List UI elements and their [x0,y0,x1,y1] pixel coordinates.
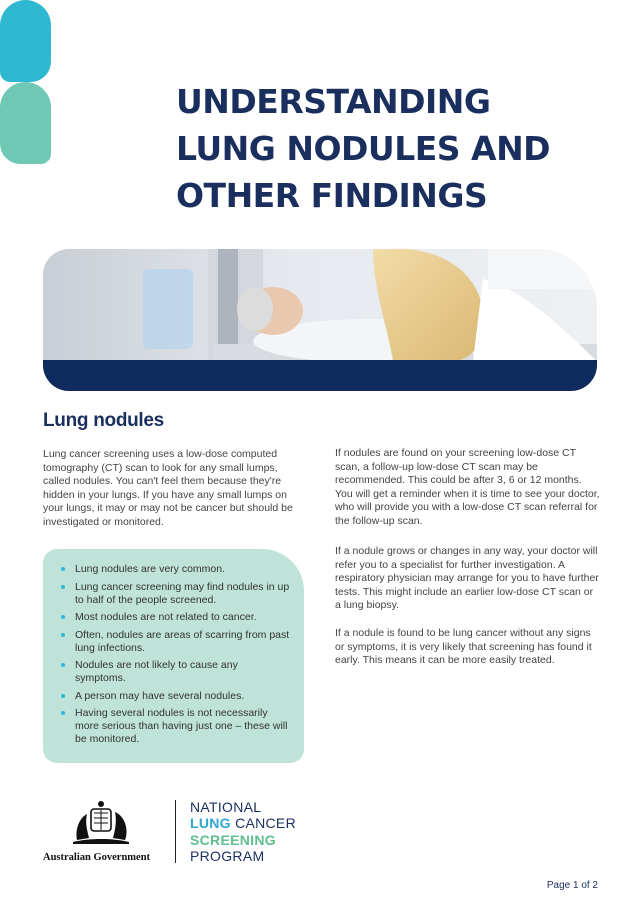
bullet-icon [61,694,65,698]
title-line-3: OTHER FINDINGS [176,176,488,215]
title-line-2: LUNG NODULES AND [176,129,551,168]
list-item: Lung cancer screening may find nodules in up to half of the people screened. [59,581,290,607]
lungs-icon-left-lobe [0,0,51,82]
page-number: Page 1 of 2 [546,880,598,891]
bullet-icon [61,663,65,667]
section-heading: Lung nodules [43,410,164,431]
key-facts-list [59,563,290,746]
program-logo-line-4: PROGRAM [190,847,265,864]
intro-paragraph: Lung cancer screening uses a low-dose computed tomography (CT) scan to look for any small lumps, called nodules. You can't feel them because they're hidden in your lungs. If you have any small lumps on your lungs, it may or may not be cancer but should be investigated or monitored. [43,448,293,528]
coat-of-arms-icon [69,800,133,846]
program-logo-line-3: SCREENING [190,831,276,848]
list-item: Lung nodules are very common. [59,563,290,576]
list-item: Nodules are not likely to cause any symptoms. [59,659,290,685]
bullet-icon [61,711,65,715]
hero-image [43,249,597,391]
key-facts-callout [43,549,304,763]
early-detection-paragraph: If a nodule is found to be lung cancer without any signs or symptoms, it is very likely that screening has found it early. This means it can be more easily treated. [335,627,592,667]
program-logo [190,799,296,864]
title-line-1: UNDERSTANDING [176,82,491,121]
list-item: Having several nodules is not necessarily more serious than having just one – these will be monitored. [59,707,290,746]
list-item: Often, nodules are areas of scarring from past lung infections. [59,629,290,655]
lungs-icon-right-lobe [0,82,51,164]
follow-up-paragraph: If nodules are found on your screening low-dose CT scan, a follow-up low-dose CT scan may be recommended. This could be after 3, 6 or 12 months. You will get a reminder when it is time to see your doctor, who will provide you with a low-dose CT scan referral for the follow-up scan. [335,447,600,527]
bullet-icon [61,567,65,571]
bullet-icon [61,615,65,619]
page-title [176,78,616,219]
government-name: Australian Government [43,852,151,863]
program-logo-line-2: LUNG CANCER [190,815,296,832]
logo-divider [175,800,176,863]
program-logo-line-1: NATIONAL [190,799,262,815]
australian-government-logo [43,800,161,866]
bullet-icon [61,585,65,589]
nodule-changes-paragraph: If a nodule grows or changes in any way, your doctor will refer you to a specialist for further investigation. A respiratory physician may arrange for you to have further tests. This might include an earlier low-dose CT scan or a lung biopsy. [335,545,599,612]
bullet-icon [61,633,65,637]
list-item: A person may have several nodules. [59,690,290,703]
hero-band [43,360,597,391]
list-item: Most nodules are not related to cancer. [59,611,290,624]
